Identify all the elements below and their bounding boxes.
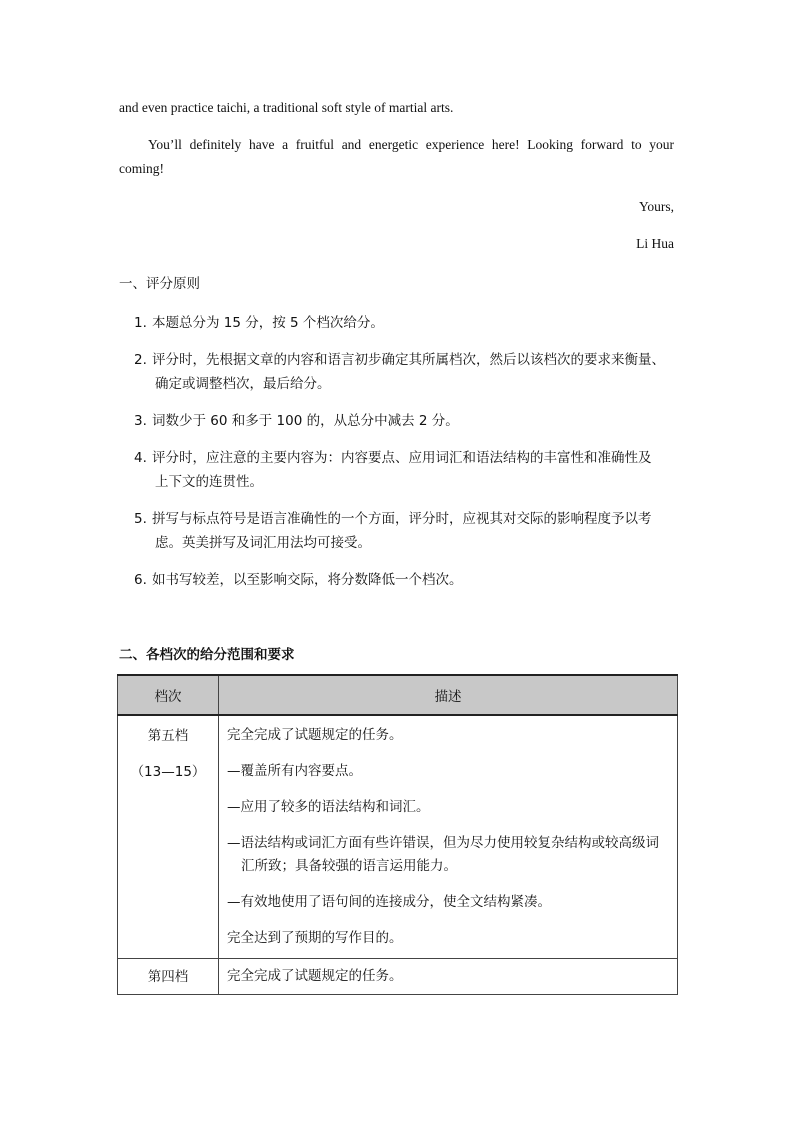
item-text: 词数少于 60 和多于 100 的，从总分中减去 2 分。 [152, 413, 459, 429]
description-cell [219, 959, 678, 995]
item-number: 6. [134, 572, 147, 588]
item-text-continued: 上下文的连贯性。 [155, 474, 263, 490]
table-header-row [118, 675, 678, 715]
column-header-description: 描述 [219, 675, 678, 715]
grading-table [117, 674, 678, 995]
description-line: —应用了较多的语法结构和词汇。 [227, 799, 430, 815]
section2-title: 二、各档次的给分范围和要求 [119, 647, 295, 663]
scoring-item [134, 311, 679, 331]
item-text: 本题总分为 15 分，按 5 个档次给分。 [152, 315, 384, 331]
item-text: 评分时，先根据文章的内容和语言初步确定其所属档次，然后以该档次的要求来衡量、 [152, 352, 665, 368]
scoring-item [134, 348, 679, 368]
item-text-continued: 确定或调整档次，最后给分。 [155, 376, 331, 392]
level-name: 第五档 [147, 728, 189, 744]
column-header-level: 档次 [118, 675, 219, 715]
scoring-item [134, 507, 679, 527]
level-cell [118, 715, 219, 959]
level-range: （13—15） [130, 764, 206, 780]
letter-paragraph-line2: coming! [119, 161, 164, 176]
description-line: 完全完成了试题规定的任务。 [227, 727, 403, 743]
item-number: 1. [134, 315, 147, 331]
table-row [118, 959, 678, 995]
description-cell [219, 715, 678, 959]
description-line: —语法结构或词汇方面有些许错误，但为尽力使用较复杂结构或较高级词汇所致；具备较强的语言运用能力。 [227, 835, 659, 874]
table-row [118, 715, 678, 959]
item-number: 2. [134, 352, 147, 368]
level-name: 第四档 [147, 969, 189, 985]
letter-signature: Li Hua [636, 236, 674, 251]
scoring-item [134, 409, 679, 429]
item-number: 4. [134, 450, 147, 466]
item-number: 3. [134, 413, 147, 429]
scoring-item [134, 568, 679, 588]
description-line: 完全达到了预期的写作目的。 [227, 930, 403, 946]
item-text: 评分时，应注意的主要内容为：内容要点、应用词汇和语法结构的丰富性和准确性及 [152, 450, 652, 466]
section1-title: 一、评分原则 [119, 276, 200, 292]
item-number: 5. [134, 511, 147, 527]
letter-line: and even practice taichi, a traditional soft style of martial arts. [119, 100, 454, 115]
description-line: 完全完成了试题规定的任务。 [227, 968, 403, 984]
description-line: —有效地使用了语句间的连接成分，使全文结构紧凑。 [227, 894, 551, 910]
letter-paragraph-line1: You’ll definitely have a fruitful and energetic experience here! Looking forward to your [148, 137, 674, 152]
level-cell [118, 959, 219, 995]
scoring-item [134, 446, 679, 466]
item-text-continued: 虑。英美拼写及词汇用法均可接受。 [155, 535, 371, 551]
item-text: 拼写与标点符号是语言准确性的一个方面，评分时，应视其对交际的影响程度予以考 [152, 511, 652, 527]
description-line: —覆盖所有内容要点。 [227, 763, 362, 779]
item-text: 如书写较差，以至影响交际，将分数降低一个档次。 [152, 572, 463, 588]
letter-closing: Yours, [638, 199, 674, 214]
